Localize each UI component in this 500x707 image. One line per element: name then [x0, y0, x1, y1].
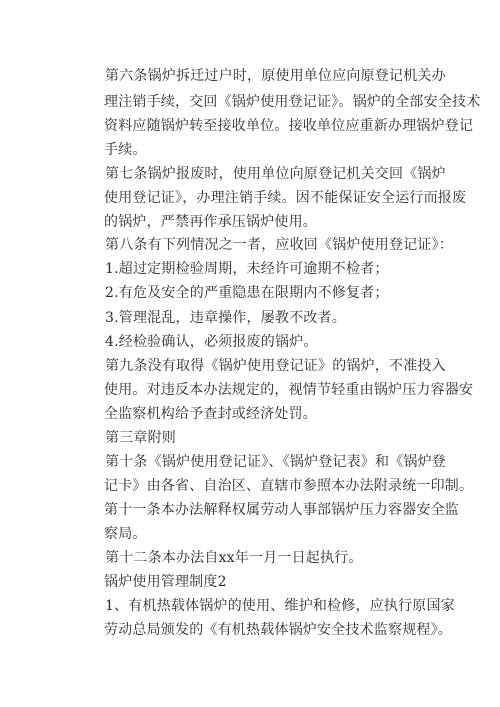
- paragraph-line: 资料应随锅炉转至接收单位。接收单位应重新办理锅炉登记: [104, 118, 474, 134]
- paragraph-line: 手续。: [104, 142, 147, 158]
- paragraph-line: 第九条没有取得《锅炉使用登记证》的锅炉，不准投入: [105, 358, 446, 374]
- list-item: 1.超过定期检验周期，未经许可逾期不检者；: [105, 261, 389, 277]
- chapter-heading: 第三章附则: [105, 430, 176, 446]
- paragraph-line: 理注销手续，交回《锅炉使用登记证》。锅炉的全部安全技术: [104, 94, 481, 110]
- paragraph-line: 第八条有下列情况之一者，应收回《锅炉使用登记证》：: [105, 237, 453, 253]
- paragraph-line: 第十一条本办法解释权属劳动人事部锅炉压力容器安全监: [104, 502, 459, 518]
- paragraph-line: 第七条锅炉报废时，使用单位向原登记机关交回《锅炉: [105, 166, 446, 182]
- list-item: 4.经检验确认，必须报废的锅炉。: [105, 334, 318, 350]
- paragraph-line: 第十条《锅炉使用登记证》、《锅炉登记表》和《锅炉登: [105, 454, 446, 470]
- paragraph-line: 察局。: [104, 526, 147, 542]
- paragraph-line: 第六条锅炉拆迁过户时，原使用单位应向原登记机关办: [105, 68, 446, 84]
- paragraph-line: 的锅炉，严禁再作承压锅炉使用。: [104, 214, 317, 230]
- paragraph-line: 使用登记证》，办理注销手续。因不能保证安全运行而报废: [104, 190, 467, 206]
- paragraph-line: 使用。对违反本办法规定的，视情节轻重由锅炉压力容器安: [104, 382, 474, 398]
- paragraph-line: 第十二条本办法自xx年一月一日起执行。: [105, 550, 363, 566]
- section-title: 锅炉使用管理制度2: [104, 574, 227, 590]
- paragraph-line: 记卡》由各省、自治区、直辖市参照本办法附录统一印制。: [104, 478, 474, 494]
- paragraph-line: 全监察机构给予查封或经济处罚。: [104, 406, 317, 422]
- list-item: 2.有危及安全的严重隐患在限期内不修复者；: [105, 285, 389, 301]
- paragraph-line: 劳动总局颁发的《有机热载体锅炉安全技术监察规程》。: [104, 622, 452, 638]
- paragraph-line: 1、有机热载体锅炉的使用、维护和检修，应执行原国家: [105, 598, 455, 614]
- list-item: 3.管理混乱，违章操作，屡教不改者。: [105, 310, 346, 326]
